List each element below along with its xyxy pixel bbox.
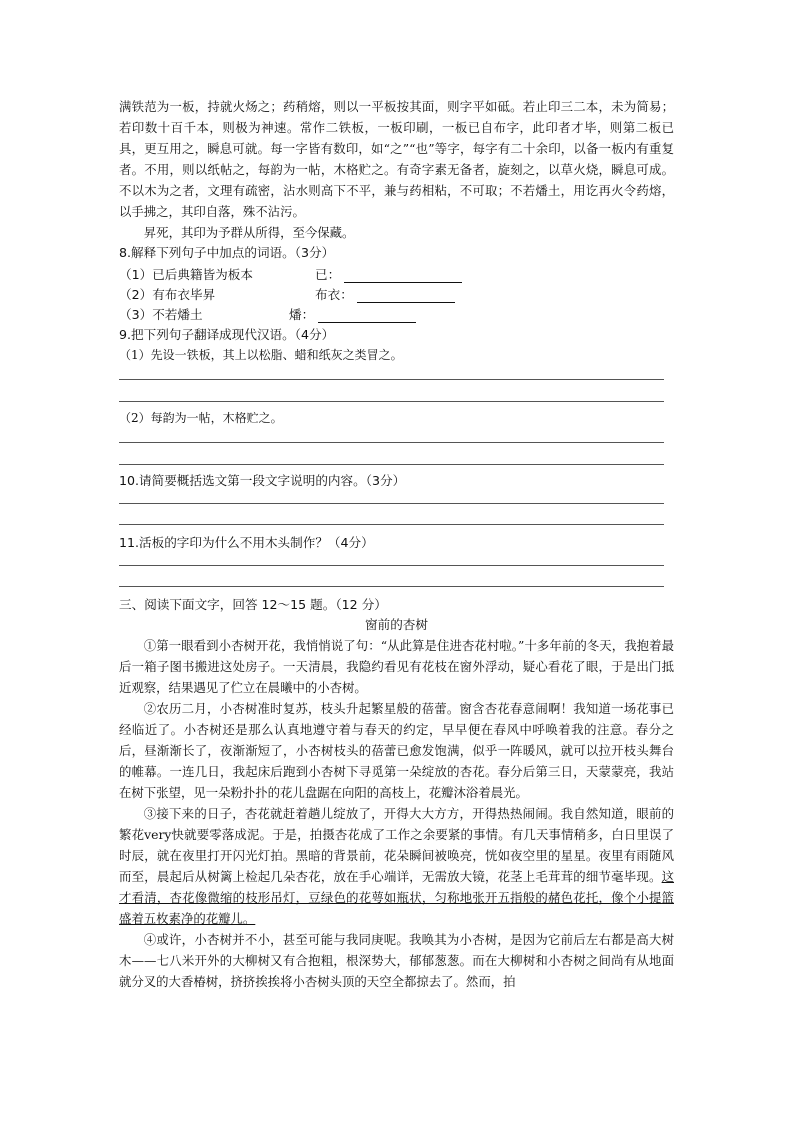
passage-paragraph-2: 昇死，其印为予群从所得，至今保藏。 <box>143 225 355 240</box>
q8-item-2-text: （2）有布衣毕昇 <box>119 287 216 302</box>
q10-title: 10.请简要概括选文第一段文字说明的内容。（3分） <box>119 473 406 488</box>
q8-item-3 <box>119 303 674 323</box>
story-paragraph-3-underlined: 这才看清，杏花像微缩的枝形吊灯，豆绿色的花萼如瓶状，匀称地张开五指般的赭色花托，像个小提篮盛着五枚素净的花瓣儿。 <box>119 869 674 926</box>
q8-item-3-key: 燔： <box>289 307 315 322</box>
story-paragraph-1: ①第一眼看到小杏树开花，我悄悄说了句：“从此算是住进杏花村啦。”十多年前的冬天，我抱着最后一箱子图书搬进这处房子。一天清晨，我隐约看见有花枝在窗外浮动，疑心看花了眼，于是出门抵近观察，结果遇见了伫立在晨曦中的小杏树。 <box>119 638 674 695</box>
q8-item-1-text: （1）已后典籍皆为板本 <box>119 267 253 282</box>
q8-item-2-key: 布衣： <box>315 287 353 302</box>
q8-item-3-text: （3）不若燔土 <box>119 307 203 322</box>
story-paragraph-4: ④或许，小杏树并不小，甚至可能与我同庚呢。我唤其为小杏树，是因为它前后左右都是高大树木——七八米开外的大柳树又有合抱粗，根深势大，郁郁葱葱。而在大柳树和小杏树之间尚有从地面就分叉的大香椿树，挤挤挨挨将小杏树头顶的天空全都掠去了。然而，拍 <box>119 932 674 989</box>
q8-answer-blank-1[interactable] <box>344 269 462 283</box>
q8-answer-blank-3[interactable] <box>318 309 416 323</box>
q8-item-1-key: 已： <box>315 267 341 282</box>
q8-title: 8.解释下列句子中加点的词语。（3分） <box>119 245 335 260</box>
q9-title: 9.把下列句子翻译成现代汉语。（4分） <box>119 327 335 342</box>
q8-item-2 <box>119 283 674 303</box>
q9-sentence-2: （2）每韵为一帖，木格贮之。 <box>119 411 283 425</box>
story-paragraph-3 <box>119 803 674 929</box>
story-paragraph-2: ②农历二月，小杏树准时复苏，枝头升起繁星般的蓓蕾。窗含杏花春意闹啊！我知道一场花事已经临近了。小杏树还是那么认真地遵守着与春天的约定，早早便在春风中呼唤着我的注意。春分之后，昼渐渐长了，夜渐渐短了，小杏树枝头的蓓蕾已愈发饱满，似乎一阵暖风，就可以拉开枝头舞台的帷幕。一连几日，我起床后跑到小杏树下寻觅第一朵绽放的杏花。春分后第三日，天蒙蒙亮，我站在树下张望，见一朵粉扑扑的花儿盘踞在向阳的高枝上，花瓣沐浴着晨光。 <box>119 701 674 800</box>
story-paragraph-3-text: ③接下来的日子，杏花就赶着趟儿绽放了，开得大大方方，开得热热闹闹。我自然知道，眼前的繁花very快就要零落成泥。于是，拍摄杏花成了工作之余要紧的事情。有几天事情稍多，白日里误了时辰，就在夜里打开闪光灯拍。黑暗的背景前，花朵瞬间被唤亮，恍如夜空里的星星。夜里有雨随风而至，晨起后从树篱上检起几朵杏花，放在手心端详，无需放大镜，花茎上毛茸茸的细节毫毕现。 <box>119 806 674 884</box>
q11-title: 11.活板的字印为什么不用木头制作？（4分） <box>119 535 374 550</box>
q9-sentence-1: （1）先设一铁板，其上以松脂、蜡和纸灰之类冒之。 <box>119 348 403 362</box>
passage-paragraph-1: 满铁范为一板，持就火炀之；药稍熔，则以一平板按其面，则字平如砥。若止印三二本，未为简易；若印数十百千本，则极为神速。常作二铁板，一板印刷，一板已自布字，此印者才毕，则第二板已具，更互用之，瞬息可就。每一字皆有数印，如“之”“也”等字，每字有二十余印，以备一板内有重复者。不用，则以纸帖之，每韵为一帖，木格贮之。有奇字素无备者，旋刻之，以草火烧，瞬息可成。不以木为之者，文理有疏密，沾水则高下不平，兼与药相粘，不可取；不若燔土，用讫再火令药熔，以手拂之，其印自落，殊不沾污。 <box>119 99 674 219</box>
story-title: 窗前的杏树 <box>365 617 428 632</box>
q8-answer-blank-2[interactable] <box>357 289 455 303</box>
exam-page <box>119 96 674 992</box>
q8-item-1 <box>119 263 674 283</box>
section-3-title: 三、阅读下面文字，回答 12～15 题。（12 分） <box>119 597 387 612</box>
